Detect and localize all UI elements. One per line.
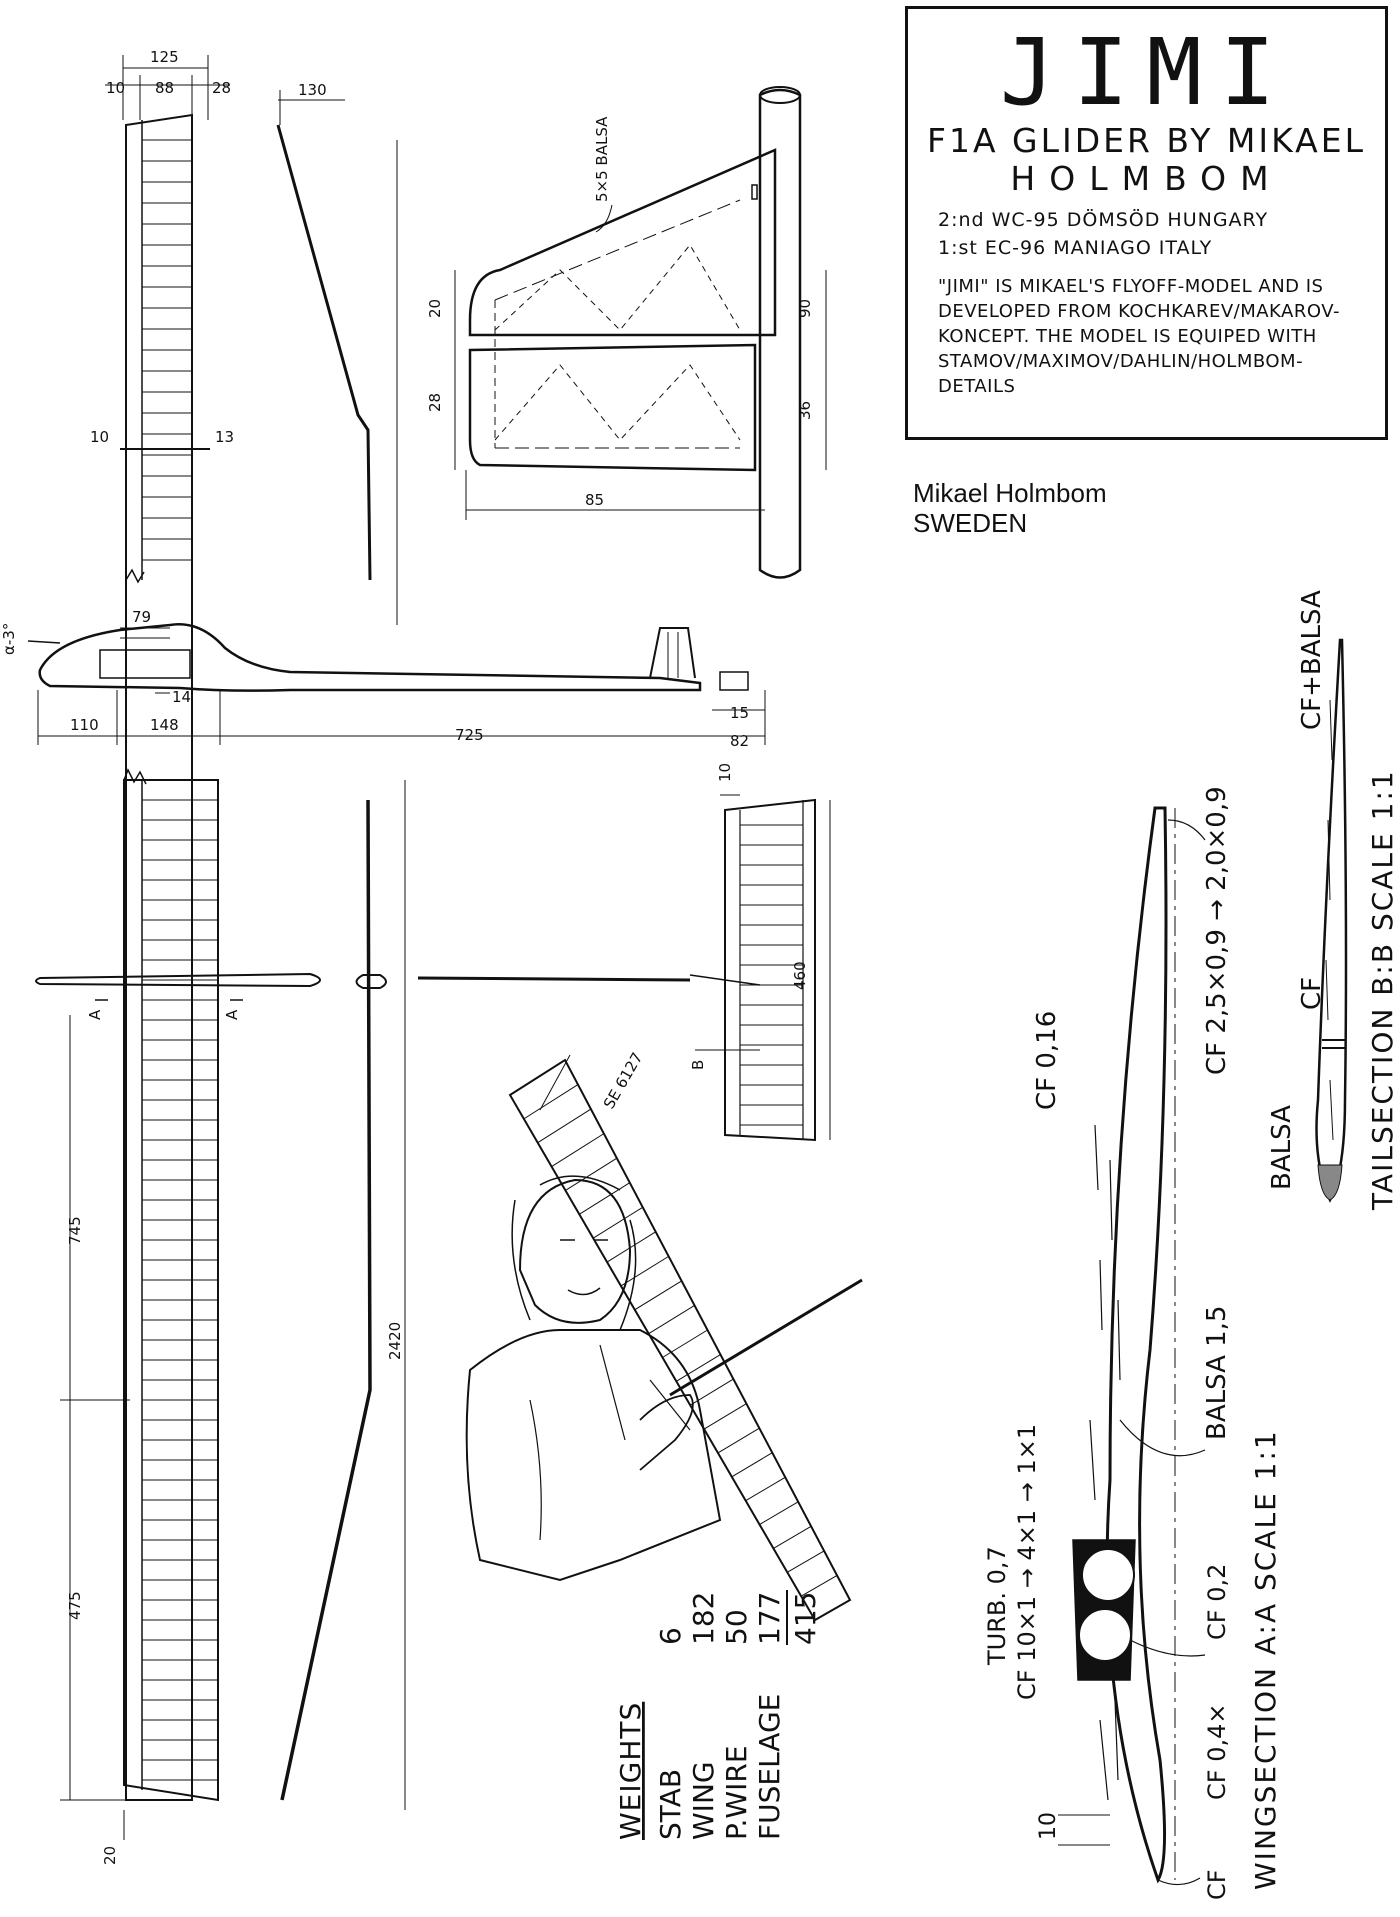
fuselage-view bbox=[0, 608, 765, 750]
author-country: SWEDEN bbox=[913, 508, 1028, 538]
ts-label-balsa: BALSA bbox=[1267, 1105, 1297, 1190]
stab-dim-10: 10 bbox=[716, 762, 734, 782]
weight-value-pwire: 50 bbox=[720, 1609, 753, 1645]
illustration-rib bbox=[787, 1551, 824, 1572]
fin-dim-height: 90 bbox=[796, 298, 814, 318]
wing-section-title: WINGSECTION A:A SCALE 1:1 bbox=[1249, 1429, 1282, 1890]
result-line-1: 2:nd WC-95 DÖMSÖD HUNGARY bbox=[938, 209, 1269, 231]
section-b-mark: B bbox=[689, 1059, 707, 1070]
illustration-rib bbox=[552, 1134, 604, 1167]
illustration-rib bbox=[773, 1526, 811, 1548]
registration-label: SE 6127 bbox=[599, 1049, 647, 1112]
illustration-rib bbox=[663, 1330, 708, 1358]
stab-ribs bbox=[142, 140, 192, 560]
wing-dim-20: 20 bbox=[101, 1845, 119, 1865]
ws-label-cf04: CF 0,4× bbox=[1203, 1703, 1231, 1800]
ts-label-cf: CF bbox=[1297, 976, 1327, 1010]
subtitle-line-2: HOLMBOM bbox=[1010, 159, 1283, 198]
tail-section-title: TAILSECTION B:B SCALE 1:1 bbox=[1366, 769, 1399, 1210]
illustration-rib bbox=[732, 1453, 772, 1477]
weight-label-pwire: P.WIRE bbox=[720, 1745, 753, 1840]
weight-total: 415 bbox=[789, 1591, 822, 1645]
illustration-rib bbox=[565, 1158, 616, 1190]
wing-plan-view bbox=[36, 770, 320, 1865]
fin-dim-top: 20 bbox=[426, 298, 444, 318]
weight-value-stab: 6 bbox=[654, 1627, 687, 1645]
ts-label-cf-balsa: CF+BALSA bbox=[1297, 590, 1327, 730]
tail-section-bb bbox=[1267, 590, 1399, 1211]
fin-dim-chord: 85 bbox=[585, 491, 605, 509]
wing-dim-745: 745 bbox=[66, 1216, 84, 1245]
ws-label-turb: TURB. 0,7 bbox=[983, 1546, 1011, 1665]
section-a-mark-left: A bbox=[86, 1009, 104, 1020]
wingspan-dim: 2420 bbox=[386, 1321, 404, 1360]
ws-label-cf-spar: CF 2,5×0,9 → 2,0×0,9 bbox=[1202, 786, 1232, 1075]
stab-dim-root-te: 13 bbox=[215, 428, 235, 446]
model-name: JIMI bbox=[999, 19, 1294, 126]
stab-dim-root-le: 10 bbox=[90, 428, 110, 446]
subtitle-line-1: F1A GLIDER BY MIKAEL bbox=[927, 121, 1366, 160]
ws-label-cf-strip: CF 10×1 → 4×1 → 1×1 bbox=[1013, 1423, 1041, 1700]
fin-dim-rudder: 36 bbox=[796, 400, 814, 420]
fin-balsa-label: 5×5 BALSA bbox=[593, 116, 611, 202]
author-name: Mikael Holmbom bbox=[913, 478, 1107, 508]
illustration-rib bbox=[690, 1379, 733, 1405]
result-line-2: 1:st EC-96 MANIAGO ITALY bbox=[938, 237, 1213, 259]
wing-section-aa bbox=[983, 786, 1282, 1900]
stab-dim-mid: 88 bbox=[155, 79, 175, 97]
fin-dim-bottom: 28 bbox=[426, 392, 444, 412]
fus-dim-14: 14 bbox=[172, 688, 192, 706]
illustration-rib bbox=[635, 1281, 682, 1310]
wing-dim-475: 475 bbox=[66, 1591, 84, 1620]
section-a-mark-right: A bbox=[223, 1009, 241, 1020]
stab-side-view bbox=[278, 81, 397, 625]
illustration-rib bbox=[760, 1502, 799, 1525]
title-block bbox=[905, 6, 1388, 440]
weight-label-wing: WING bbox=[687, 1761, 720, 1840]
stab-dim-le: 10 bbox=[106, 79, 126, 97]
stab-dim-chord: 125 bbox=[150, 48, 179, 66]
ws-label-cf-le: CF bbox=[1203, 1869, 1231, 1900]
illustration-rib bbox=[607, 1232, 656, 1262]
fus-dim-15: 15 bbox=[730, 704, 750, 722]
illustration-rib bbox=[746, 1477, 786, 1500]
fin-view bbox=[426, 87, 826, 578]
fus-dim-82: 82 bbox=[730, 732, 750, 750]
stab-plan-view bbox=[90, 48, 234, 1800]
fus-dim-boom: 725 bbox=[455, 726, 484, 744]
ws-label-cf016: CF 0,16 bbox=[1032, 1010, 1062, 1110]
illustration-rib bbox=[649, 1305, 695, 1333]
wing-ribs bbox=[142, 800, 218, 1780]
ws-dim-10: 10 bbox=[1036, 1812, 1061, 1840]
weights-table bbox=[614, 1590, 822, 1840]
fus-dim-79: 79 bbox=[132, 608, 152, 626]
illustration-rib bbox=[538, 1109, 591, 1143]
illustration-rib bbox=[704, 1404, 746, 1429]
wing-front-view bbox=[282, 780, 405, 1810]
weights-heading: WEIGHTS bbox=[614, 1701, 647, 1840]
stab-side-dim: 130 bbox=[298, 81, 327, 99]
weight-value-wing: 182 bbox=[687, 1591, 720, 1645]
weight-label-fuselage: FUSELAGE bbox=[753, 1693, 786, 1840]
stab-span-dim: 460 bbox=[791, 961, 809, 990]
illustration-rib bbox=[593, 1207, 643, 1238]
weight-label-stab: STAB bbox=[654, 1768, 687, 1840]
fus-dim-nose: 110 bbox=[70, 716, 99, 734]
model-description: "JIMI" IS MIKAEL'S FLYOFF-MODEL AND IS DEVELOPED FROM KOCHKAREV/MAKAROV-KONCEPT. THE MODEL IS EQUIPED WITH STAMOV/MAXIMOV/DAHLIN/HOLMBOM-DETAILS bbox=[938, 276, 1340, 397]
illustration-rib bbox=[718, 1428, 759, 1453]
ws-label-cf02: CF 0,2 bbox=[1203, 1563, 1231, 1640]
incidence-label: α-3° bbox=[0, 622, 18, 655]
author-block bbox=[913, 478, 1107, 538]
weight-value-fuselage: 177 bbox=[753, 1591, 786, 1645]
ws-label-balsa: BALSA 1,5 bbox=[1202, 1305, 1232, 1440]
fus-dim-pod: 148 bbox=[150, 716, 179, 734]
stab-dim-te: 28 bbox=[212, 79, 232, 97]
